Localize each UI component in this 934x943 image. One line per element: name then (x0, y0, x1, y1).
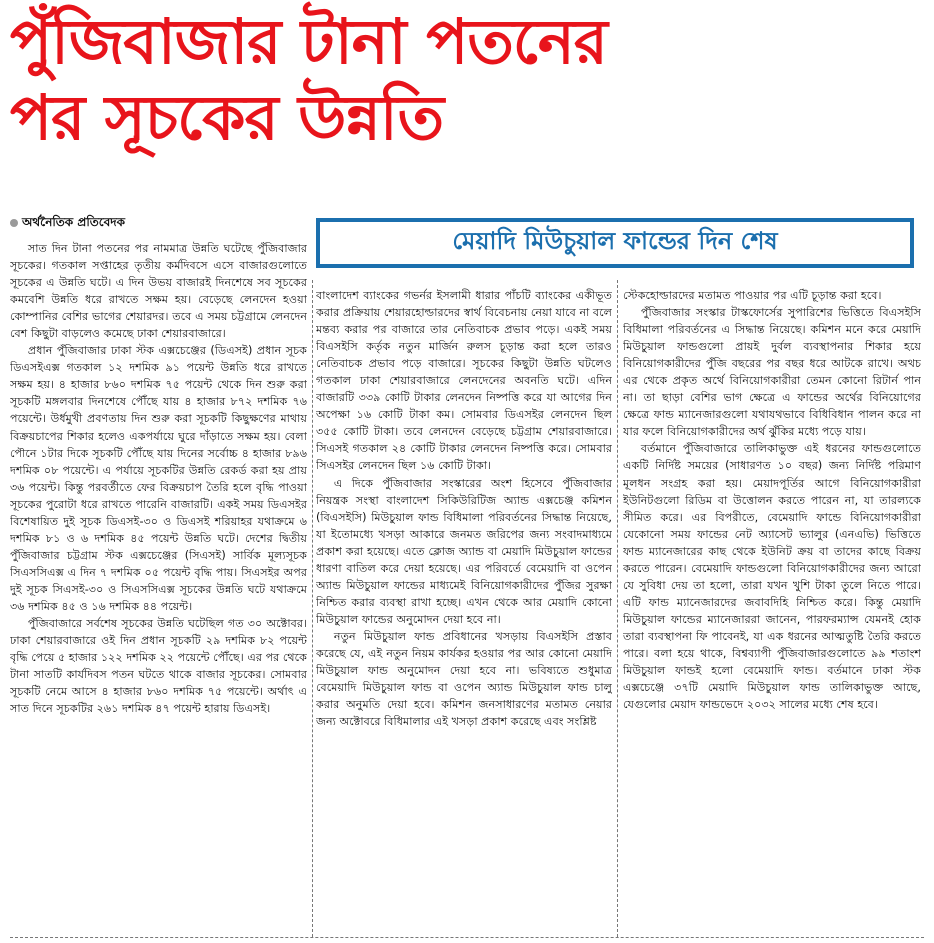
article-2-column-2 (623, 287, 921, 937)
article-1-column (10, 230, 307, 936)
headline-line-1: পুঁজিবাজার টানা পতনের (10, 5, 607, 78)
article-2-paragraph: বর্তমানে পুঁজিবাজারে তালিকাভুক্ত এই ধরনের ফান্ডগুলোতে একটি নির্দিষ্ট সময়ের (সাধারণত ১০ বছর) জন্য নির্দিষ্ট পরিমাণ মূলধন সংগ্রহ করা হয়। মেয়াদপূর্তির আগে বিনিয়োগকারীরা ইউনিটগুলো রিডিম বা উত্তোলন করতে পারেন না, যা তারল্যকে সীমিত করে। এর বিপরীতে, বেমেয়াদি ফান্ডে বিনিয়োগকারীরা যেকোনো সময় ফান্ডের নেট অ্যাসেট ভ্যালুর (এনএভি) ভিত্তিতে ফান্ড ম্যানেজারের কাছ থেকে ইউনিট ক্রয় বা তাদের কাছে বিক্রয় করতে পারেন। বেমেয়াদি ফান্ডগুলো বিনিয়োগকারীদের জন্য আরো যে সুবিধা দেয় তা হলো, তারা যখন খুশি টাকা তুলে নিতে পারে। এটি ফান্ড ম্যানেজারদের জবাবদিহি নিশ্চিত করে। কিন্তু মেয়াদি মিউচুয়াল ফান্ডের ম্যানেজাররা জানেন, পারফরম্যান্স যেমনই হোক তারা ব্যবস্থাপনা ফি পাবেনই, যা এক ধরনের আত্মতুষ্টি তৈরি করতে পারে। বলা হয়ে থাকে, বিশ্বব্যাপী পুঁজিবাজারগুলোতে ৯৯ শতাংশ মিউচুয়াল ফান্ডই হলো বেমেয়াদি ফান্ড। বর্তমানে ঢাকা স্টক এক্সচেঞ্জে ৩৭টি মেয়াদি মিউচুয়াল ফান্ড তালিকাভুক্ত আছে, যেগুলোর মেয়াদ ফান্ডভেদে ২০৩২ সালের মধ্যে শেষ হবে। (623, 442, 921, 712)
article-1-paragraph: সাত দিন টানা পতনের পর নামমাত্র উন্নতি ঘটেছে পুঁজিবাজার সূচকের। গতকাল সপ্তাহের তৃতীয় কর্মদিবসে এসে বাজারগুলোতে সূচকের এ উন্নতি ঘটে। এ দিন উভয় বাজারই দিনশেষে সব সূচকের কমবেশি উন্নতি ধরে রাখতে সক্ষম হয়। বেড়েছে লেনদেন হওয়া কোম্পানির বেশির ভাগের শেয়ারদর। তবে এ সময় চট্টগ্রামে লেনদেন বেশ কিছুটা বাড়লেও কমেছে ঢাকা শেয়ারবাজারে। (10, 242, 307, 341)
bottom-rule (10, 937, 924, 938)
article-2-column-1 (316, 287, 612, 937)
subheadline: মেয়াদি মিউচুয়াল ফান্ডের দিন শেষ (319, 221, 911, 265)
article-2-paragraph: বাংলাদেশ ব্যাংকের গভর্নর ইসলামী ধারার পাঁচটি ব্যাংকের একীভূত করার প্রক্রিয়ায় শেয়ারহোল্ডারদের স্বার্থ বিবেচনায় নেয়া যাবে না বলে মন্তব্য করার পর বাজারে তার নেতিবাচক প্রভাব পড়ে। একই সময় বিএসইসি কর্তৃক নতুন মার্জিন রুলস চূড়ান্ত করা হলে তারও নেতিবাচক প্রভাব পড়ে বাজারে। সূচকের কিছুটা উন্নতি ঘটলেও গতকাল ঢাকা শেয়ারবাজারে লেনদেনের অবনতি ঘটে। এদিন বাজারটি ৩৩৯ কোটি টাকার লেনদেন নিষ্পত্তি করে যা আগের দিন অপেক্ষা ১৬ কোটি টাকা কম। সোমবার ডিএসইর লেনদেন ছিল ৩৫৫ কোটি টাকা। তবে লেনদেন বেড়েছে চট্টগ্রাম শেয়ারবাজারে। সিএসই গতকাল ২৪ কোটি টাকার লেনদেন নিষ্পত্তি করে। সোমবার সিএসইর লেনদেন ছিল ১৬ কোটি টাকা। (316, 289, 612, 473)
column-divider (312, 280, 313, 937)
bullet-icon (10, 219, 18, 227)
article-1-paragraph: পুঁজিবাজারে সর্বশেষ সূচকের উন্নতি ঘটেছিল গত ৩০ অক্টোবর। ঢাকা শেয়ারবাজারে ওই দিন প্রধান সূচকটি ২৯ দশমিক ৮২ পয়েন্ট বৃদ্ধি পেয়ে ৫ হাজার ১২২ দশমিক ২২ পয়েন্টে পৌঁছে। এর পর থেকে টানা সাতটি কার্যদিবস পতন ঘটতে থাকে বাজার সূচকের। সোমবার সূচকটি নেমে আসে ৪ হাজার ৮৬০ দশমিক ৭৫ পয়েন্টে। অর্থাৎ এ সাত দিনে সূচকটির ২৬১ দশমিক ৪৭ পয়েন্ট হারায় ডিএসই। (10, 617, 307, 716)
column-divider (617, 280, 618, 937)
article-2-paragraph: নতুন মিউচুয়াল ফান্ড প্রবিধানের খসড়ায় বিএসইসি প্রস্তাব করেছে যে, এই নতুন নিয়ম কার্যকর হওয়ার পর আর কোনো মেয়াদি মিউচুয়াল ফান্ড অনুমোদন দেয়া হবে না। ভবিষ্যতে শুধুমাত্র বেমেয়াদি মিউচুয়াল ফান্ড বা ওপেন অ্যান্ড মিউচুয়াল ফান্ড চালু করার অনুমতি দেয়া হবে। কমিশন জনসাধারণের মতামত নেয়ার জন্য অক্টোবরে বিধিমালার এই খসড়া প্রকাশ করেছে এবং সংশ্লিষ্ট (316, 629, 612, 729)
subheadline-box (316, 218, 914, 268)
article-2-paragraph: স্টেকহোল্ডারদের মতামত পাওয়ার পর এটি চূড়ান্ত করা হবে। (623, 289, 882, 302)
article-2-paragraph: এ দিকে পুঁজিবাজার সংস্কারের অংশ হিসেবে পুঁজিবাজার নিয়ন্ত্রক সংস্থা বাংলাদেশ সিকিউরিটিজ অ্যান্ড এক্সচেঞ্জ কমিশন (বিএসইসি) মিউচুয়াল ফান্ড বিধিমালা পরিবর্তনের সিদ্ধান্ত নিয়েছে, যা ইতোমধ্যে খসড়া আকারে জনমত জরিপের জন্য সংবাদমাধ্যমে প্রকাশ করা হয়েছে। এতে ক্লোজ অ্যান্ড বা মেয়াদি মিউচুয়াল ফান্ডের ধারণা বাতিল করে দেয়া হয়েছে। এর পরিবর্তে বেমেয়াদি বা ওপেন অ্যান্ড মিউচুয়াল ফান্ডের মাধ্যমেই বিনিয়োগকারীদের পুঁজির সুরক্ষা নিশ্চিত করার ব্যবস্থা রাখা হচ্ছে। এখন থেকে আর মেয়াদি কোনো মিউচুয়াল ফান্ডের অনুমোদন দেয়া হবে না। (316, 476, 612, 626)
article-2-paragraph: পুঁজিবাজার সংস্কার টাস্কফোর্সের সুপারিশের ভিত্তিতে বিএসইসি বিধিমালা পরিবর্তনের এ সিদ্ধান্ত নিয়েছে। কমিশন মনে করে মেয়াদি মিউচুয়াল ফান্ডগুলো প্রায়ই দুর্বল ব্যবস্থাপনার শিকার হয়ে বিনিয়োগকারীদের পুঁজি বছরের পর বছর ধরে আটকে রাখে। অথচ এর থেকে প্রকৃত অর্থে বিনিয়োগকারীরা তেমন কোনো রিটার্ন পান না। তা ছাড়া বেশির ভাগ ক্ষেত্রে এ ফান্ডের অর্থের বিনিয়োগের ক্ষেত্রে ফান্ড ম্যানেজারগুলো যথাযথভাবে বিধিবিধান পালন করে না যার ফলে বিনিয়োগকারীদের অর্থ ঝুঁকির মধ্যে পড়ে যায়। (623, 306, 921, 439)
headline (10, 4, 910, 156)
byline-text: অর্থনৈতিক প্রতিবেদক (22, 215, 125, 229)
article-1-paragraph: প্রধান পুঁজিবাজার ঢাকা স্টক এক্সচেঞ্জের (ডিএসই) প্রধান সূচক ডিএসইএক্স গতকাল ১২ দশমিক ৯১ পয়েন্ট উন্নতি ধরে রাখতে সক্ষম হয়। ৪ হাজার ৮৬০ দশমিক ৭৫ পয়েন্ট থেকে দিন শুরু করা সূচকটি মঙ্গলবার দিনশেষে পৌঁছে যায় ৪ হাজার ৮৭২ দশমিক ৭৬ পয়েন্টে। উর্ধমুখী প্রবণতায় দিন শুরু করা সূচকটি কিছুক্ষণের মাথায় বিক্রয়চাপের শিকার হলেও একপর্যায়ে ঘুরে দাঁড়াতে সক্ষম হয়। বেলা পৌনে ১টার দিকে সূচকটি পৌঁছে যায় দিনের সর্বোচ্চ ৪ হাজার ৮৯৬ দশমিক ০৮ পয়েন্টে। এ পর্যায়ে সূচকটির উন্নতি রেকর্ড করা হয় প্রায় ৩৬ পয়েন্ট। কিন্তু পরবর্তীতে ফের বিক্রয়চাপ তৈরি হলে বৃদ্ধি পাওয়া সূচকের পুরোটা ধরে রাখতে পারেনি বাজারটি। একই সময় ডিএসইর বিশেষায়িত দুই সূচক ডিএসই-৩০ ও ডিএসই শরিয়াহর যথাক্রমে ৬ দশমিক ৮১ ও ৬ দশমিক ৪৫ পয়েন্ট উন্নতি ঘটে। দেশের দ্বিতীয় পুঁজিবাজার চট্টগ্রাম স্টক এক্সচেঞ্জের (সিএসই) সার্বিক মূল্যসূচক সিএসসিএক্স এ দিন ৭ দশমিক ০৫ পয়েন্ট বৃদ্ধি পায়। সিএসইর অপর দুই সূচক সিএসই-৩০ ও সিএসসিএক্স সূচকের উন্নতি ঘটে যথাক্রমে ৩৬ দশমিক ৪৫ ও ১৬ দশমিক ৪৪ পয়েন্ট। (10, 344, 307, 613)
headline-line-2: পর সূচকের উন্নতি (10, 81, 444, 154)
